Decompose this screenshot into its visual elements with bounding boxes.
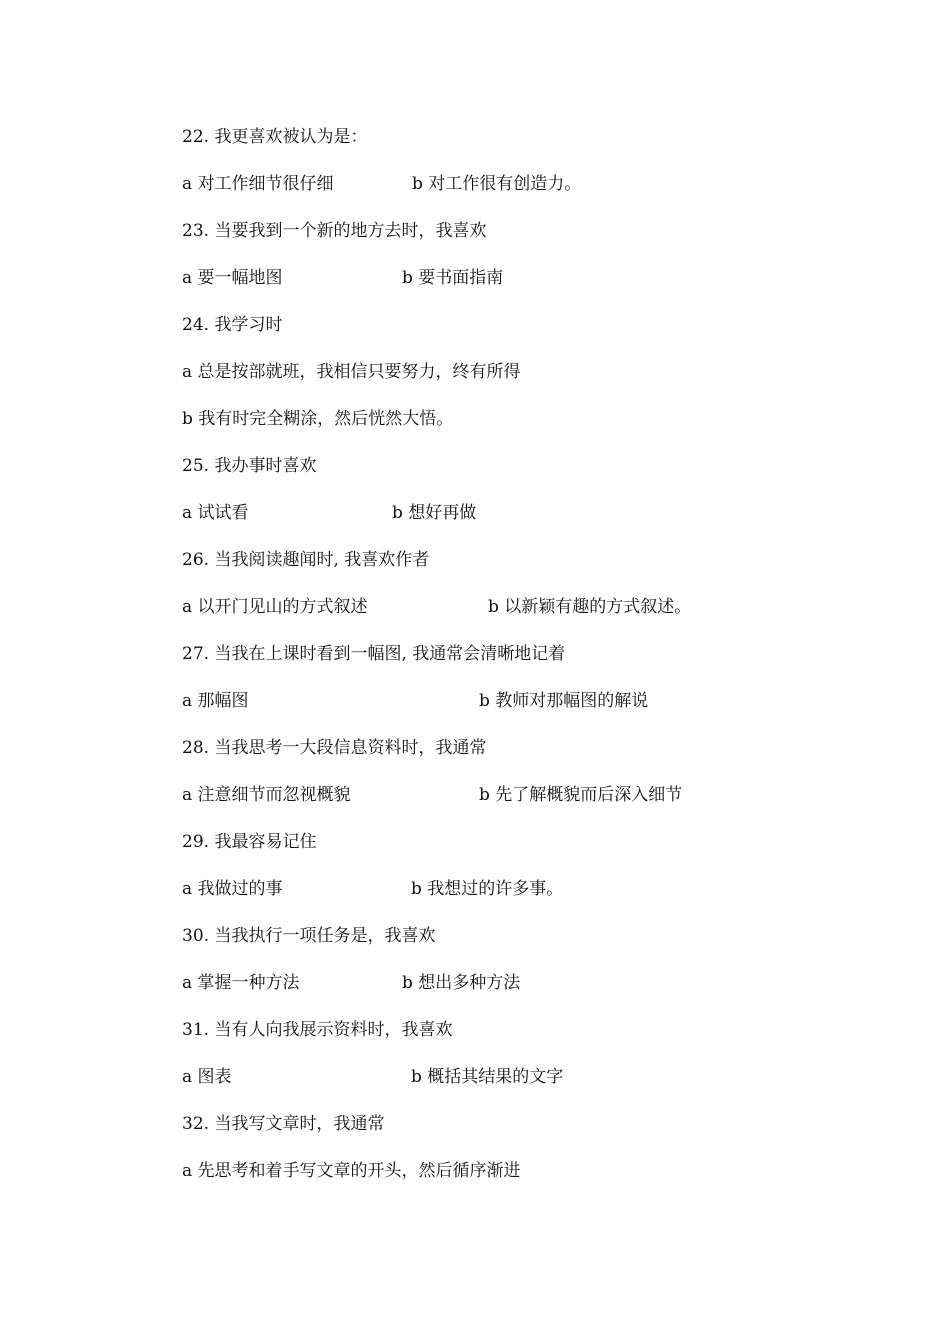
question-29-option-b: b 我想过的许多事。 (411, 879, 564, 899)
question-27-prompt: 27. 当我在上课时看到一幅图, 我通常会清晰地记着 (182, 644, 566, 664)
question-24-prompt: 24. 我学习时 (182, 315, 283, 335)
question-30-option-a: a 掌握一种方法 (182, 973, 300, 993)
question-25-option-a: a 试试看 (182, 503, 249, 523)
question-23-option-a: a 要一幅地图 (182, 268, 283, 288)
question-22-option-a: a 对工作细节很仔细 (182, 174, 334, 194)
question-24-option-a: a 总是按部就班，我相信只要努力，终有所得 (182, 362, 521, 382)
question-23-prompt: 23. 当要我到一个新的地方去时，我喜欢 (182, 221, 487, 241)
question-31-options (182, 1063, 782, 1091)
question-28-option-b: b 先了解概貌而后深入细节 (479, 785, 683, 805)
question-32-prompt: 32. 当我写文章时，我通常 (182, 1114, 385, 1134)
question-23-option-b: b 要书面指南 (402, 268, 504, 288)
question-31-prompt: 31. 当有人向我展示资料时，我喜欢 (182, 1020, 453, 1040)
question-31-option-b: b 概括其结果的文字 (411, 1067, 564, 1087)
question-25-options (182, 499, 782, 527)
question-24-option-b: b 我有时完全糊涂，然后恍然大悟。 (182, 409, 454, 429)
question-29-options (182, 875, 782, 903)
question-26-prompt: 26. 当我阅读趣闻时, 我喜欢作者 (182, 550, 430, 570)
question-26-option-a: a 以开门见山的方式叙述 (182, 597, 368, 617)
question-28-options (182, 781, 782, 809)
question-28-prompt: 28. 当我思考一大段信息资料时，我通常 (182, 738, 487, 758)
question-27-option-b: b 教师对那幅图的解说 (479, 691, 649, 711)
question-29-option-a: a 我做过的事 (182, 879, 283, 899)
question-32-option-a: a 先思考和着手写文章的开头，然后循序渐进 (182, 1161, 521, 1181)
question-29-prompt: 29. 我最容易记住 (182, 832, 317, 852)
question-27-options (182, 687, 782, 715)
question-28-option-a: a 注意细节而忽视概貌 (182, 785, 351, 805)
question-26-option-b: b 以新颖有趣的方式叙述。 (488, 597, 692, 617)
question-22-options (182, 170, 782, 198)
question-25-prompt: 25. 我办事时喜欢 (182, 456, 317, 476)
question-30-options (182, 969, 782, 997)
question-23-options (182, 264, 782, 292)
question-30-prompt: 30. 当我执行一项任务是，我喜欢 (182, 926, 436, 946)
question-30-option-b: b 想出多种方法 (402, 973, 521, 993)
question-25-option-b: b 想好再做 (392, 503, 477, 523)
question-27-option-a: a 那幅图 (182, 691, 249, 711)
question-22-option-b: b 对工作很有创造力。 (412, 174, 582, 194)
question-31-option-a: a 图表 (182, 1067, 232, 1087)
question-22-prompt: 22. 我更喜欢被认为是： (182, 127, 368, 147)
question-26-options (182, 593, 802, 621)
